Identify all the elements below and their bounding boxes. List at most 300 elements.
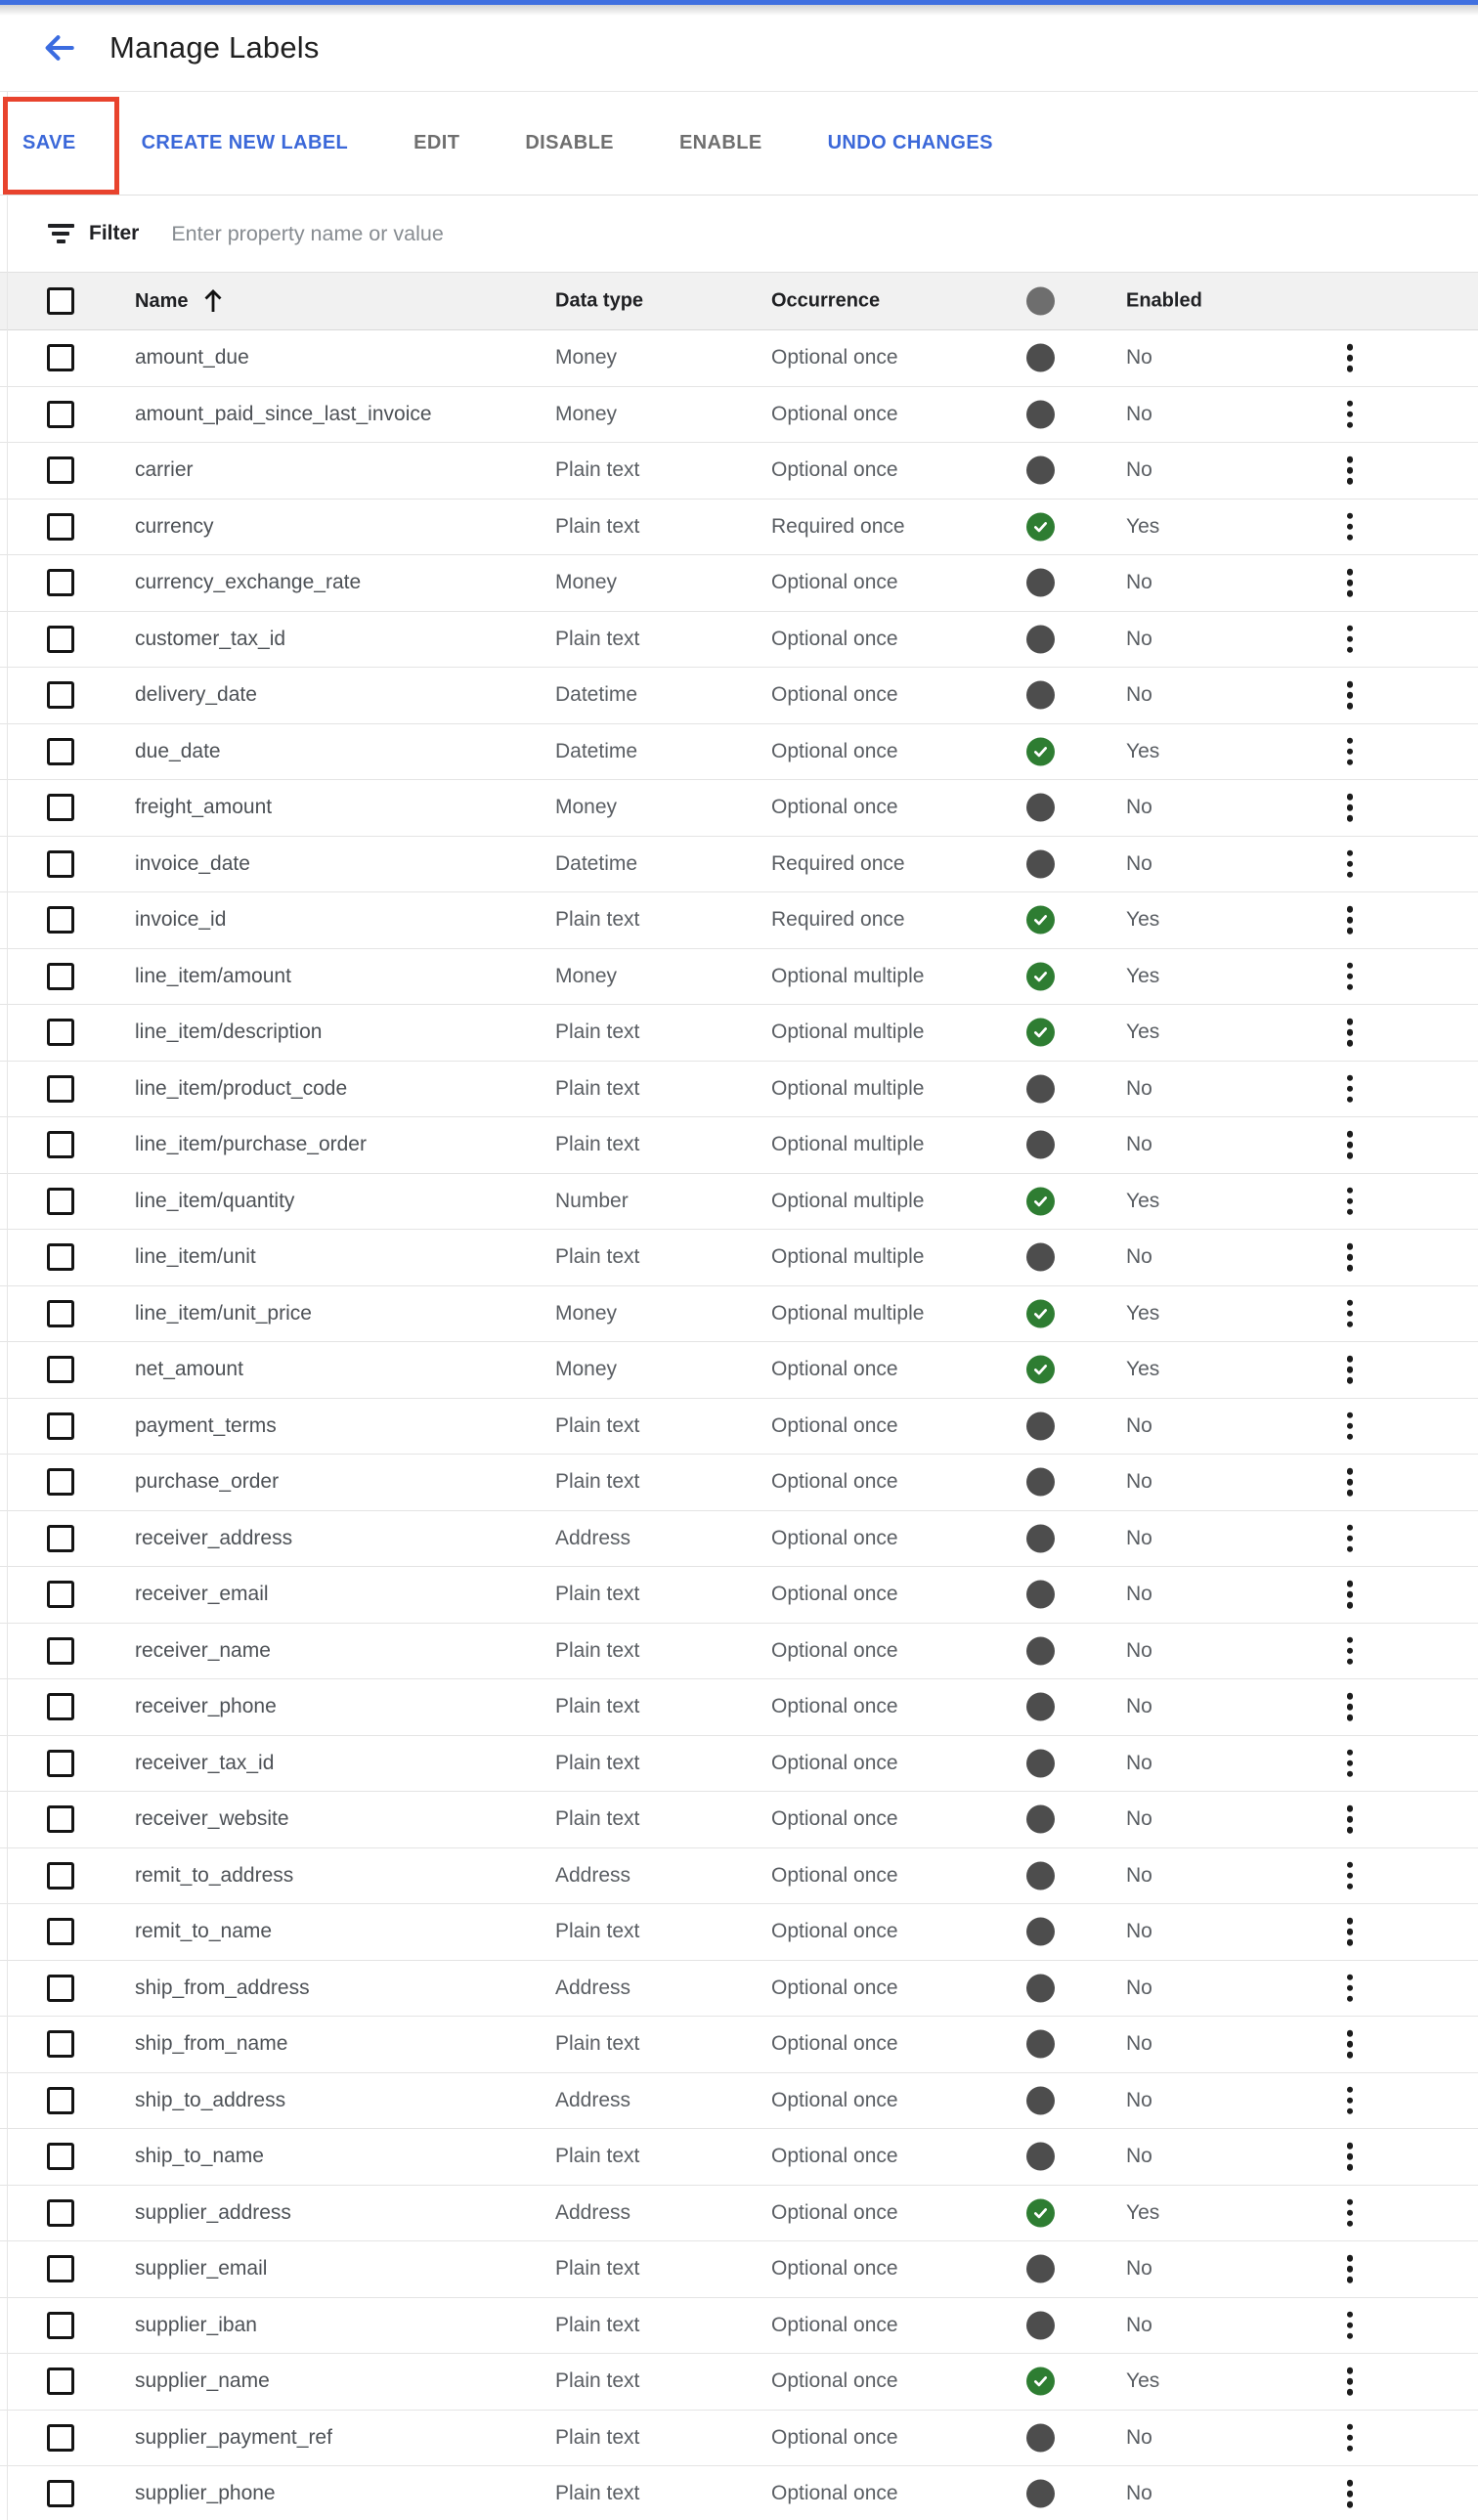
label-occurrence: Optional multiple xyxy=(771,1245,925,1269)
table-row[interactable] xyxy=(0,2241,1478,2298)
label-data-type: Money xyxy=(555,964,618,987)
status-icon xyxy=(1026,1805,1055,1834)
table-row[interactable] xyxy=(0,1455,1478,1511)
label-name: supplier_name xyxy=(135,2369,270,2393)
label-occurrence: Optional multiple xyxy=(771,1301,925,1325)
table-row[interactable] xyxy=(0,668,1478,724)
label-data-type: Money xyxy=(555,402,618,425)
sort-ascending-arrow-icon xyxy=(201,287,225,315)
toolbar xyxy=(0,92,1478,196)
row-menu-button[interactable] xyxy=(1340,2195,1360,2232)
label-enabled-value: No xyxy=(1126,2257,1152,2281)
label-occurrence: Optional once xyxy=(771,796,898,819)
table-row[interactable] xyxy=(0,1230,1478,1286)
label-enabled-value: Yes xyxy=(1126,908,1160,932)
status-icon xyxy=(1026,1356,1055,1384)
label-name: receiver_address xyxy=(135,1526,293,1549)
label-name: line_item/quantity xyxy=(135,1189,295,1212)
table-row[interactable] xyxy=(0,2129,1478,2186)
label-name: ship_to_name xyxy=(135,2145,264,2168)
filter-bar[interactable] xyxy=(0,196,1478,272)
row-checkbox[interactable] xyxy=(47,2480,74,2507)
label-name: ship_from_address xyxy=(135,1976,310,1999)
row-menu-button[interactable] xyxy=(1340,2420,1360,2456)
status-icon xyxy=(1026,794,1055,822)
label-data-type: Plain text xyxy=(555,1807,640,1831)
row-menu-button[interactable] xyxy=(1340,1746,1360,1782)
row-menu-button[interactable] xyxy=(1340,1577,1360,1613)
label-occurrence: Optional multiple xyxy=(771,1133,925,1156)
row-menu-button[interactable] xyxy=(1340,677,1360,714)
label-occurrence: Optional multiple xyxy=(771,1189,925,1212)
label-enabled-value: Yes xyxy=(1126,739,1160,762)
status-icon xyxy=(1026,1131,1055,1159)
label-name: due_date xyxy=(135,739,221,762)
row-checkbox[interactable] xyxy=(47,344,74,371)
row-checkbox[interactable] xyxy=(47,626,74,653)
label-name: receiver_email xyxy=(135,1583,269,1606)
label-occurrence: Optional once xyxy=(771,1413,898,1437)
row-checkbox[interactable] xyxy=(47,2312,74,2339)
label-enabled-value: No xyxy=(1126,2482,1152,2505)
row-checkbox[interactable] xyxy=(47,2424,74,2452)
label-data-type: Plain text xyxy=(555,1470,640,1494)
table-row[interactable] xyxy=(0,2354,1478,2411)
label-enabled-value: No xyxy=(1126,1638,1152,1662)
label-name: receiver_tax_id xyxy=(135,1751,275,1774)
label-data-type: Address xyxy=(555,1526,631,1549)
label-enabled-value: No xyxy=(1126,796,1152,819)
row-menu-button[interactable] xyxy=(1340,902,1360,938)
row-checkbox[interactable] xyxy=(47,794,74,821)
row-menu-button[interactable] xyxy=(1340,1802,1360,1838)
table-row[interactable] xyxy=(0,330,1478,387)
label-data-type: Plain text xyxy=(555,1583,640,1606)
row-checkbox[interactable] xyxy=(47,569,74,596)
row-checkbox[interactable] xyxy=(47,681,74,709)
row-menu-button[interactable] xyxy=(1340,565,1360,601)
table-row[interactable] xyxy=(0,837,1478,893)
row-checkbox[interactable] xyxy=(47,1300,74,1327)
label-occurrence: Optional once xyxy=(771,1583,898,1606)
label-name: supplier_iban xyxy=(135,2313,257,2336)
status-icon xyxy=(1026,906,1055,934)
status-icon xyxy=(1026,2030,1055,2059)
row-menu-button[interactable] xyxy=(1340,2083,1360,2119)
label-data-type: Plain text xyxy=(555,627,640,650)
row-menu-button[interactable] xyxy=(1340,1633,1360,1670)
table-row[interactable] xyxy=(0,2017,1478,2073)
label-occurrence: Optional once xyxy=(771,2369,898,2393)
row-menu-button[interactable] xyxy=(1340,1015,1360,1051)
table-row[interactable] xyxy=(0,1624,1478,1680)
status-icon xyxy=(1026,2198,1055,2227)
label-enabled-value: No xyxy=(1126,2313,1152,2336)
label-data-type: Money xyxy=(555,796,618,819)
save-button[interactable]: SAVE xyxy=(22,132,76,153)
label-name: supplier_payment_ref xyxy=(135,2425,332,2449)
table-row[interactable] xyxy=(0,1062,1478,1118)
label-data-type: Plain text xyxy=(555,2032,640,2056)
status-icon xyxy=(1026,849,1055,878)
row-checkbox[interactable] xyxy=(47,1525,74,1552)
label-occurrence: Optional once xyxy=(771,1976,898,1999)
label-enabled-value: No xyxy=(1126,1470,1152,1494)
table-row[interactable] xyxy=(0,612,1478,669)
label-occurrence: Optional once xyxy=(771,1751,898,1774)
label-occurrence: Optional once xyxy=(771,627,898,650)
label-data-type: Money xyxy=(555,1301,618,1325)
row-menu-button[interactable] xyxy=(1340,1352,1360,1388)
label-enabled-value: No xyxy=(1126,1245,1152,1269)
table-row[interactable] xyxy=(0,500,1478,556)
row-menu-button[interactable] xyxy=(1340,1409,1360,1445)
arrow-left-icon xyxy=(41,29,78,66)
row-menu-button[interactable] xyxy=(1340,959,1360,995)
label-data-type: Plain text xyxy=(555,1413,640,1437)
column-header-occurrence[interactable]: Occurrence xyxy=(771,289,881,312)
table-row[interactable] xyxy=(0,1567,1478,1624)
label-data-type: Address xyxy=(555,1976,631,1999)
row-checkbox[interactable] xyxy=(47,1750,74,1777)
row-menu-button[interactable] xyxy=(1340,790,1360,826)
status-icon xyxy=(1026,344,1055,372)
table-row[interactable] xyxy=(0,1005,1478,1062)
label-enabled-value: No xyxy=(1126,2032,1152,2056)
label-enabled-value: No xyxy=(1126,627,1152,650)
table-row[interactable] xyxy=(0,1399,1478,1456)
label-occurrence: Required once xyxy=(771,514,905,538)
row-menu-button[interactable] xyxy=(1340,1914,1360,1950)
label-occurrence: Optional once xyxy=(771,1807,898,1831)
status-icon xyxy=(1026,2255,1055,2283)
label-name: receiver_website xyxy=(135,1807,289,1831)
label-enabled-value: Yes xyxy=(1126,1189,1160,1212)
label-data-type: Plain text xyxy=(555,1695,640,1718)
row-checkbox[interactable] xyxy=(47,1019,74,1046)
row-menu-button[interactable] xyxy=(1340,1127,1360,1163)
table-row[interactable] xyxy=(0,892,1478,949)
label-name: invoice_id xyxy=(135,908,227,932)
table-row[interactable] xyxy=(0,1961,1478,2018)
status-icon xyxy=(1026,1187,1055,1215)
row-checkbox[interactable] xyxy=(47,963,74,990)
row-checkbox[interactable] xyxy=(47,1356,74,1383)
table-row[interactable] xyxy=(0,2186,1478,2242)
label-name: purchase_order xyxy=(135,1470,280,1494)
label-data-type: Plain text xyxy=(555,1245,640,1269)
label-occurrence: Optional once xyxy=(771,2257,898,2281)
label-enabled-value: No xyxy=(1126,1751,1152,1774)
label-occurrence: Optional once xyxy=(771,1526,898,1549)
label-data-type: Plain text xyxy=(555,908,640,932)
row-menu-button[interactable] xyxy=(1340,1689,1360,1725)
status-column-icon xyxy=(1026,287,1055,316)
label-data-type: Address xyxy=(555,2088,631,2111)
table-row[interactable] xyxy=(0,387,1478,444)
table-body xyxy=(0,330,1478,2520)
filter-list-icon xyxy=(47,223,74,244)
label-data-type: Plain text xyxy=(555,458,640,482)
label-occurrence: Optional multiple xyxy=(771,1076,925,1100)
label-occurrence: Optional once xyxy=(771,571,898,594)
status-icon xyxy=(1026,1636,1055,1665)
status-icon xyxy=(1026,1524,1055,1552)
table-row[interactable] xyxy=(0,1848,1478,1905)
status-icon xyxy=(1026,625,1055,653)
row-menu-button[interactable] xyxy=(1340,622,1360,658)
label-name: ship_from_name xyxy=(135,2032,288,2056)
table-row[interactable] xyxy=(0,1117,1478,1174)
table-row[interactable] xyxy=(0,443,1478,500)
label-name: amount_due xyxy=(135,346,249,369)
label-enabled-value: No xyxy=(1126,1863,1152,1887)
label-data-type: Plain text xyxy=(555,514,640,538)
label-occurrence: Optional once xyxy=(771,1863,898,1887)
row-checkbox[interactable] xyxy=(47,1637,74,1665)
label-enabled-value: Yes xyxy=(1126,1301,1160,1325)
column-header-name[interactable]: Name xyxy=(135,287,225,315)
label-occurrence: Optional multiple xyxy=(771,964,925,987)
label-enabled-value: No xyxy=(1126,1695,1152,1718)
select-all-checkbox[interactable] xyxy=(47,287,74,315)
row-menu-button[interactable] xyxy=(1340,2364,1360,2400)
label-occurrence: Optional once xyxy=(771,1695,898,1718)
label-name: amount_paid_since_last_invoice xyxy=(135,402,432,425)
label-occurrence: Optional once xyxy=(771,2088,898,2111)
row-checkbox[interactable] xyxy=(47,2143,74,2170)
label-occurrence: Optional once xyxy=(771,2200,898,2224)
label-name: receiver_name xyxy=(135,1638,271,1662)
table-row[interactable] xyxy=(0,724,1478,781)
row-checkbox[interactable] xyxy=(47,1468,74,1496)
label-occurrence: Required once xyxy=(771,908,905,932)
status-icon xyxy=(1026,512,1055,541)
row-checkbox[interactable] xyxy=(47,1918,74,1945)
table-row[interactable] xyxy=(0,1342,1478,1399)
label-name: line_item/unit xyxy=(135,1245,256,1269)
label-enabled-value: No xyxy=(1126,346,1152,369)
status-icon xyxy=(1026,2311,1055,2339)
label-enabled-value: No xyxy=(1126,1583,1152,1606)
undo-changes-button[interactable]: UNDO CHANGES xyxy=(827,132,993,153)
label-data-type: Plain text xyxy=(555,2425,640,2449)
status-icon xyxy=(1026,2368,1055,2396)
row-menu-button[interactable] xyxy=(1340,1184,1360,1220)
row-menu-button[interactable] xyxy=(1340,453,1360,489)
row-checkbox[interactable] xyxy=(47,2368,74,2395)
back-button[interactable] xyxy=(41,29,78,66)
row-menu-button[interactable] xyxy=(1340,1971,1360,2007)
create-new-label-button[interactable]: CREATE NEW LABEL xyxy=(141,132,349,153)
row-checkbox[interactable] xyxy=(47,1188,74,1215)
label-enabled-value: No xyxy=(1126,2088,1152,2111)
label-name: currency xyxy=(135,514,214,538)
row-menu-button[interactable] xyxy=(1340,1464,1360,1500)
label-enabled-value: No xyxy=(1126,2425,1152,2449)
label-data-type: Plain text xyxy=(555,1638,640,1662)
row-menu-button[interactable] xyxy=(1340,1521,1360,1557)
label-enabled-value: No xyxy=(1126,402,1152,425)
row-checkbox[interactable] xyxy=(47,2087,74,2114)
row-menu-button[interactable] xyxy=(1340,1858,1360,1894)
label-data-type: Money xyxy=(555,571,618,594)
row-checkbox[interactable] xyxy=(47,1412,74,1440)
table-row[interactable] xyxy=(0,555,1478,612)
table-row[interactable] xyxy=(0,1679,1478,1736)
row-checkbox[interactable] xyxy=(47,1693,74,1720)
row-menu-button[interactable] xyxy=(1340,734,1360,770)
row-menu-button[interactable] xyxy=(1340,2139,1360,2175)
label-occurrence: Optional once xyxy=(771,458,898,482)
label-name: delivery_date xyxy=(135,683,257,707)
row-menu-button[interactable] xyxy=(1340,847,1360,883)
table-row[interactable] xyxy=(0,1511,1478,1568)
label-enabled-value: No xyxy=(1126,1976,1152,1999)
label-enabled-value: No xyxy=(1126,571,1152,594)
label-data-type: Plain text xyxy=(555,1076,640,1100)
status-icon xyxy=(1026,456,1055,485)
label-occurrence: Optional once xyxy=(771,1470,898,1494)
table-row[interactable] xyxy=(0,2073,1478,2130)
label-name: customer_tax_id xyxy=(135,627,286,650)
row-checkbox[interactable] xyxy=(47,1975,74,2002)
label-data-type: Datetime xyxy=(555,683,638,707)
label-enabled-value: Yes xyxy=(1126,514,1160,538)
row-checkbox[interactable] xyxy=(47,1075,74,1103)
table-row[interactable] xyxy=(0,2466,1478,2520)
label-occurrence: Optional once xyxy=(771,683,898,707)
status-icon xyxy=(1026,569,1055,597)
label-enabled-value: No xyxy=(1126,683,1152,707)
row-menu-button[interactable] xyxy=(1340,2308,1360,2344)
row-checkbox[interactable] xyxy=(47,2255,74,2282)
enable-button: ENABLE xyxy=(678,132,762,153)
row-menu-button[interactable] xyxy=(1340,2251,1360,2287)
row-menu-button[interactable] xyxy=(1340,397,1360,433)
column-header-data-type[interactable]: Data type xyxy=(555,289,644,312)
label-occurrence: Optional once xyxy=(771,2032,898,2056)
label-data-type: Plain text xyxy=(555,1751,640,1774)
label-data-type: Plain text xyxy=(555,2145,640,2168)
label-data-type: Plain text xyxy=(555,1133,640,1156)
row-menu-button[interactable] xyxy=(1340,2476,1360,2512)
row-checkbox[interactable] xyxy=(47,456,74,484)
label-enabled-value: No xyxy=(1126,1526,1152,1549)
label-enabled-value: Yes xyxy=(1126,964,1160,987)
status-icon xyxy=(1026,2480,1055,2508)
label-enabled-value: No xyxy=(1126,458,1152,482)
table-row[interactable] xyxy=(0,1286,1478,1343)
label-name: remit_to_address xyxy=(135,1863,294,1887)
status-icon xyxy=(1026,1749,1055,1777)
label-data-type: Plain text xyxy=(555,1021,640,1044)
status-icon xyxy=(1026,400,1055,428)
row-checkbox[interactable] xyxy=(47,850,74,878)
row-checkbox[interactable] xyxy=(47,1862,74,1890)
label-data-type: Plain text xyxy=(555,2257,640,2281)
label-enabled-value: No xyxy=(1126,1920,1152,1943)
row-checkbox[interactable] xyxy=(47,513,74,541)
row-checkbox[interactable] xyxy=(47,906,74,934)
table-row[interactable] xyxy=(0,2411,1478,2467)
status-icon xyxy=(1026,1974,1055,2002)
label-name: line_item/unit_price xyxy=(135,1301,312,1325)
label-occurrence: Optional once xyxy=(771,1920,898,1943)
row-menu-button[interactable] xyxy=(1340,340,1360,376)
row-menu-button[interactable] xyxy=(1340,1239,1360,1276)
label-data-type: Plain text xyxy=(555,2313,640,2336)
label-data-type: Money xyxy=(555,346,618,369)
row-checkbox[interactable] xyxy=(47,401,74,428)
label-occurrence: Required once xyxy=(771,851,905,875)
table-row[interactable] xyxy=(0,1904,1478,1961)
filter-input[interactable] xyxy=(171,222,855,246)
table-row[interactable] xyxy=(0,949,1478,1006)
row-menu-button[interactable] xyxy=(1340,1071,1360,1108)
table-header-row xyxy=(0,272,1478,330)
row-checkbox[interactable] xyxy=(47,1131,74,1158)
row-menu-button[interactable] xyxy=(1340,1296,1360,1332)
row-checkbox[interactable] xyxy=(47,2030,74,2058)
label-data-type: Number xyxy=(555,1189,629,1212)
label-occurrence: Optional once xyxy=(771,1638,898,1662)
row-menu-button[interactable] xyxy=(1340,509,1360,545)
label-data-type: Datetime xyxy=(555,739,638,762)
table-row[interactable] xyxy=(0,780,1478,837)
status-icon xyxy=(1026,1019,1055,1047)
label-data-type: Money xyxy=(555,1358,618,1381)
status-icon xyxy=(1026,962,1055,990)
label-enabled-value: No xyxy=(1126,1413,1152,1437)
column-header-enabled[interactable]: Enabled xyxy=(1126,289,1202,312)
status-icon xyxy=(1026,2423,1055,2452)
row-checkbox[interactable] xyxy=(47,738,74,765)
row-menu-button[interactable] xyxy=(1340,2026,1360,2063)
label-name: net_amount xyxy=(135,1358,243,1381)
label-occurrence: Optional once xyxy=(771,2425,898,2449)
label-name: invoice_date xyxy=(135,851,250,875)
table-row[interactable] xyxy=(0,2298,1478,2355)
page-header xyxy=(0,5,1478,92)
label-name: supplier_phone xyxy=(135,2482,276,2505)
status-icon xyxy=(1026,1243,1055,1272)
row-checkbox[interactable] xyxy=(47,1581,74,1608)
status-icon xyxy=(1026,1074,1055,1103)
row-checkbox[interactable] xyxy=(47,2199,74,2227)
label-name: line_item/product_code xyxy=(135,1076,348,1100)
status-icon xyxy=(1026,681,1055,710)
status-icon xyxy=(1026,1299,1055,1327)
row-checkbox[interactable] xyxy=(47,1243,74,1271)
label-name: remit_to_name xyxy=(135,1920,273,1943)
status-icon xyxy=(1026,1918,1055,1946)
status-icon xyxy=(1026,1693,1055,1721)
label-name: currency_exchange_rate xyxy=(135,571,362,594)
table-row[interactable] xyxy=(0,1174,1478,1231)
label-name: line_item/description xyxy=(135,1021,323,1044)
filter-label: Filter xyxy=(89,222,140,244)
table-row[interactable] xyxy=(0,1792,1478,1848)
label-name: line_item/amount xyxy=(135,964,291,987)
row-checkbox[interactable] xyxy=(47,1805,74,1833)
status-icon xyxy=(1026,1581,1055,1609)
table-row[interactable] xyxy=(0,1736,1478,1793)
status-icon xyxy=(1026,2143,1055,2171)
label-enabled-value: Yes xyxy=(1126,2369,1160,2393)
label-enabled-value: No xyxy=(1126,2145,1152,2168)
status-icon xyxy=(1026,1412,1055,1440)
